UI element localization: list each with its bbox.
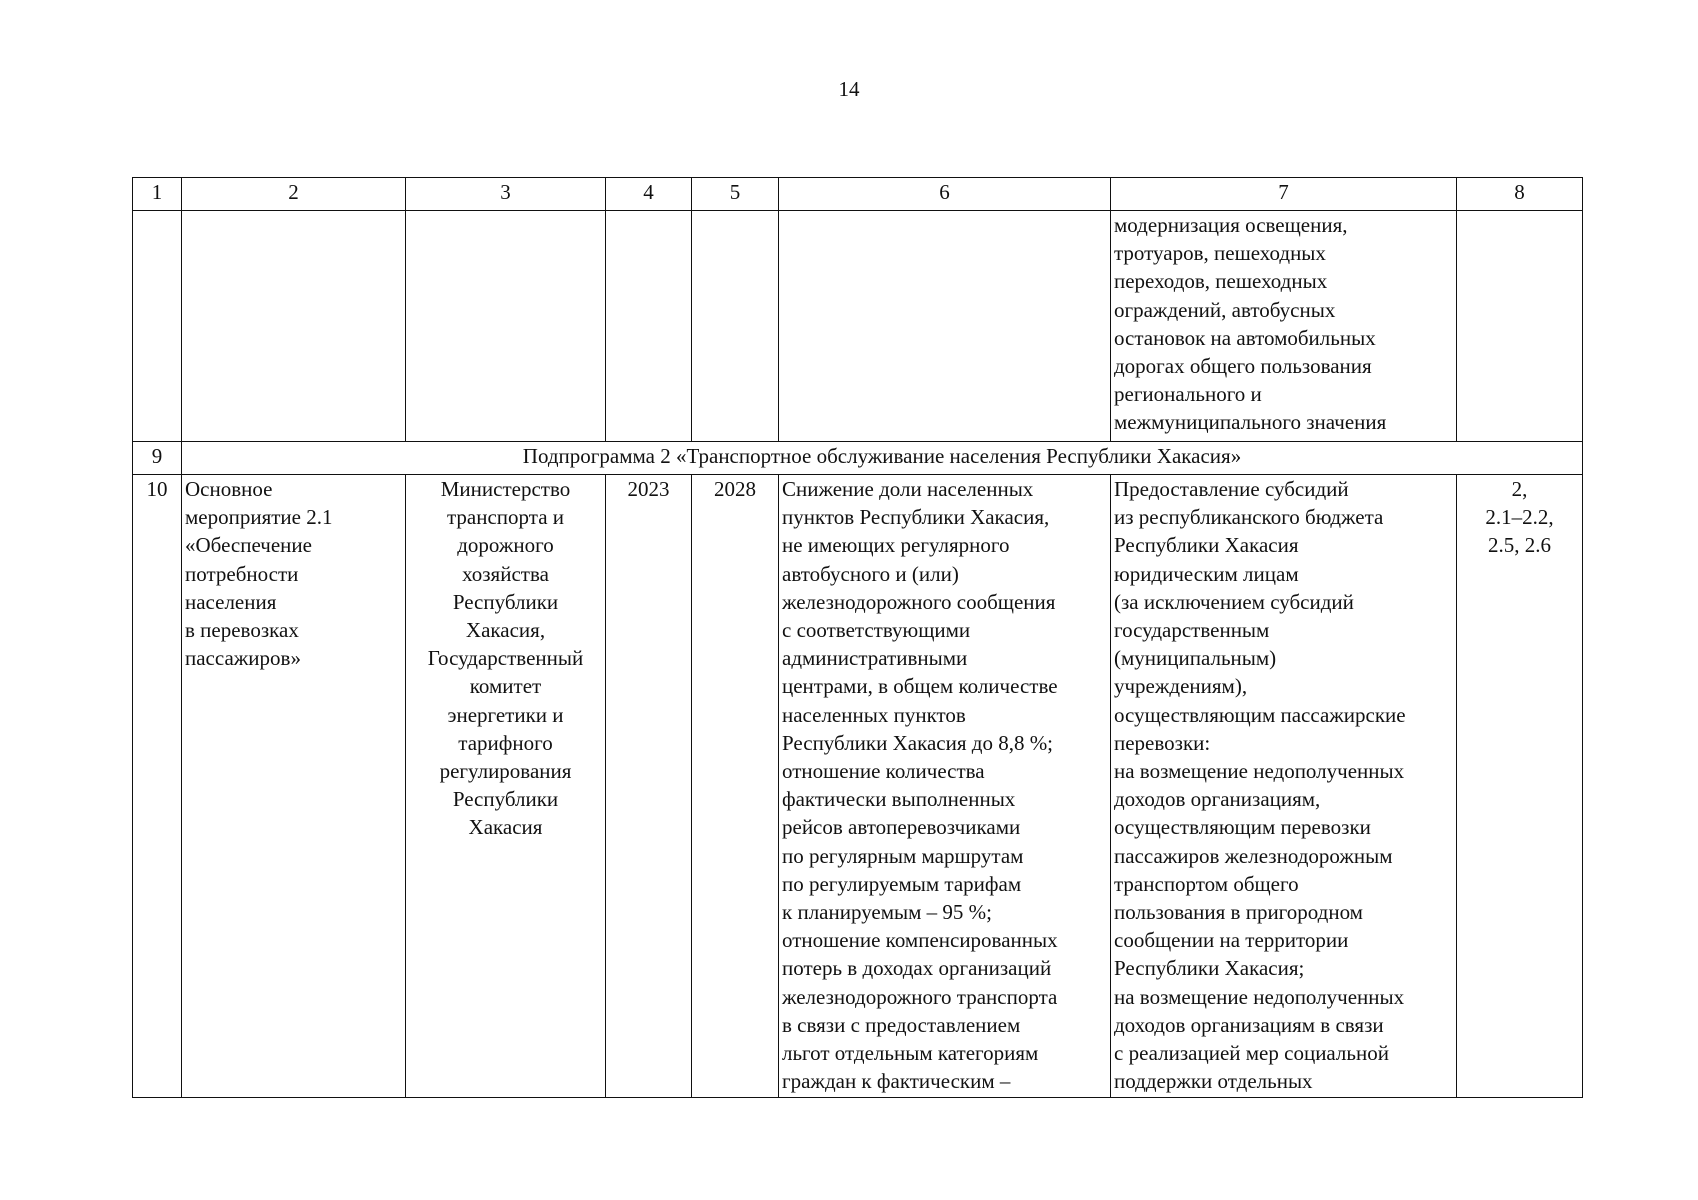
header-cell-7: 7 — [1111, 178, 1457, 211]
page-number: 14 — [838, 77, 860, 101]
table-header-row — [133, 178, 1583, 211]
row-number-cell: 10 — [133, 475, 182, 1098]
header-cell-6: 6 — [779, 178, 1111, 211]
subprogram-title: Подпрограмма 2 «Транспортное обслуживание населения Республики Хакасия» — [182, 442, 1583, 475]
empty-cell — [606, 211, 692, 442]
table-row-subprogram — [133, 442, 1583, 475]
continuation-measures-cell: модернизация освещения, тротуаров, пешеходных переходов, пешеходных ограждений, автобусных остановок на автомобильных дорогах общего пользования регионального и межмуниципального значения — [1111, 211, 1457, 442]
header-cell-1: 1 — [133, 178, 182, 211]
empty-cell — [692, 211, 779, 442]
header-cell-3: 3 — [406, 178, 606, 211]
expected-result-cell: Снижение доли населенных пунктов Республики Хакасия, не имеющих регулярного автобусного и (или) железнодорожного сообщения с соответствующими административными центрами, в общем количестве населенных пунктов Республики Хакасия до 8,8 %; отношение количества фактически выполненных рейсов автоперевозчиками по регулярным маршрутам по регулируемым тарифам к планируемым – 95 %; отношение компенсированных потерь в доходах организаций железнодорожного транспорта в связи с предоставлением льгот отдельным категориям граждан к фактическим – — [779, 475, 1111, 1098]
empty-cell — [182, 211, 406, 442]
header-cell-5: 5 — [692, 178, 779, 211]
header-cell-4: 4 — [606, 178, 692, 211]
measures-cell: Предоставление субсидий из республиканского бюджета Республики Хакасия юридическим лицам (за исключением субсидий государственным (муниципальным) учреждениям), осуществляющим пассажирские перевозки: на возмещение недополученных доходов организациям, осуществляющим перевозки пассажиров железнодорожным транспортом общего пользования в пригородном сообщении на территории Республики Хакасия; на возмещение недополученных доходов организациям в связи с реализацией мер социальной поддержки отдельных — [1111, 475, 1457, 1098]
end-year-cell: 2028 — [692, 475, 779, 1098]
start-year-cell: 2023 — [606, 475, 692, 1098]
empty-cell — [1457, 211, 1583, 442]
event-name-cell: Основное мероприятие 2.1 «Обеспечение потребности населения в перевозках пассажиров» — [182, 475, 406, 1098]
empty-cell — [133, 211, 182, 442]
header-cell-8: 8 — [1457, 178, 1583, 211]
empty-cell — [779, 211, 1111, 442]
executor-cell: Министерство транспорта и дорожного хозяйства Республики Хакасия, Государственный комитет энергетики и тарифного регулирования Республики Хакасия — [406, 475, 606, 1098]
indicators-cell: 2, 2.1–2.2, 2.5, 2.6 — [1457, 475, 1583, 1098]
program-table — [132, 177, 1583, 1098]
empty-cell — [406, 211, 606, 442]
table-row-10 — [133, 475, 1583, 1098]
table-row-continuation — [133, 211, 1583, 442]
row-number-cell: 9 — [133, 442, 182, 475]
header-cell-2: 2 — [182, 178, 406, 211]
